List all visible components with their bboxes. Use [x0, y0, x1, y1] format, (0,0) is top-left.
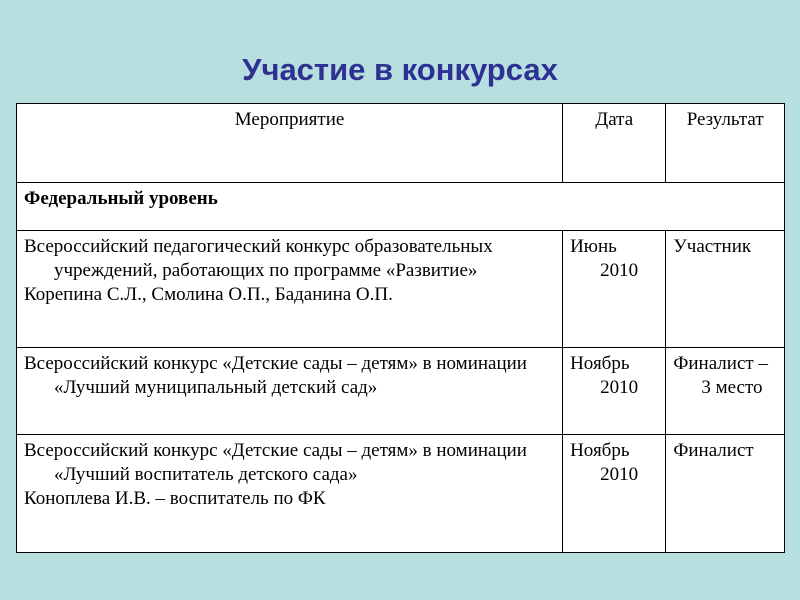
table-row	[17, 435, 785, 553]
event-name: Всероссийский конкурс «Детские сады – детям» в номинации «Лучший муниципальный детский сад»	[24, 353, 527, 399]
header-result: Результат	[666, 104, 785, 183]
header-event: Мероприятие	[17, 104, 563, 183]
event-date: Ноябрь 2010	[570, 440, 639, 486]
result-cell	[666, 348, 785, 435]
event-name: Всероссийский конкурс «Детские сады – детям» в номинации «Лучший воспитатель детского сада»	[24, 440, 527, 486]
table-row	[17, 348, 785, 435]
contests-table	[16, 103, 785, 553]
event-participants: Коноплева И.В. – воспитатель по ФК	[24, 488, 326, 510]
event-result: Финалист – 3 место	[673, 353, 768, 399]
table-row	[17, 230, 785, 348]
date-cell	[563, 230, 666, 348]
event-date: Ноябрь 2010	[570, 353, 639, 399]
event-cell	[17, 230, 563, 348]
event-participants: Корепина С.Л., Смолина О.П., Баданина О.П.	[24, 283, 393, 305]
date-cell	[563, 348, 666, 435]
event-cell	[17, 348, 563, 435]
section-row	[17, 183, 785, 230]
result-cell	[666, 435, 785, 553]
event-date: Июнь 2010	[570, 235, 639, 281]
event-cell	[17, 435, 563, 553]
event-result: Участник	[673, 235, 752, 257]
table-header-row	[17, 104, 785, 183]
page-title: Участие в конкурсах	[242, 52, 558, 87]
header-date: Дата	[563, 104, 666, 183]
section-label: Федеральный уровень	[17, 183, 785, 230]
event-name: Всероссийский педагогический конкурс образовательных учреждений, работающих по программе «Развитие»	[24, 235, 493, 281]
date-cell	[563, 435, 666, 553]
event-result: Финалист	[673, 440, 754, 462]
result-cell	[666, 230, 785, 348]
